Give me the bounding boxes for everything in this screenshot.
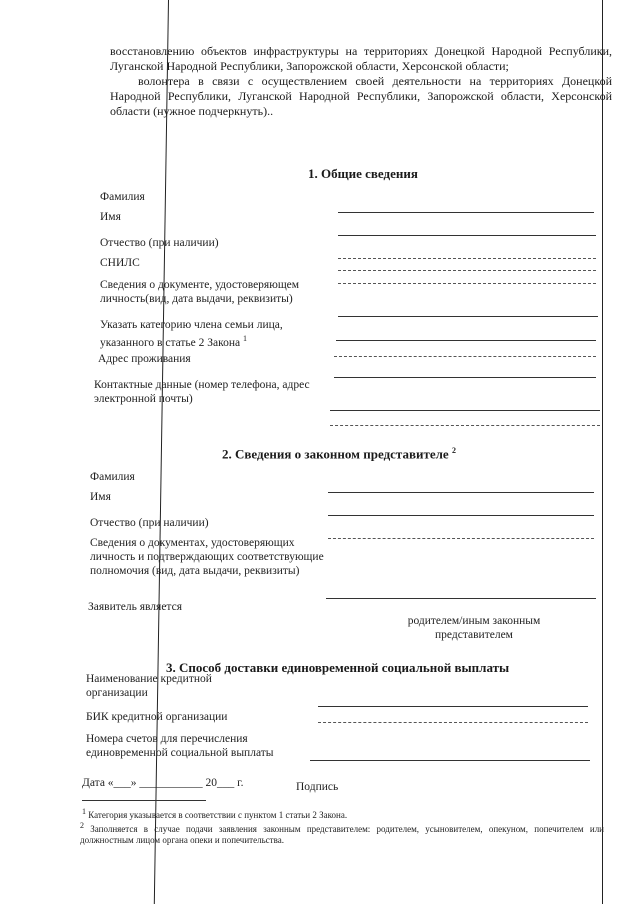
input-line-contacts-2[interactable] [330,410,600,411]
input-line-family-category[interactable] [336,340,596,341]
field-label-address: Адрес проживания [98,353,191,365]
bank-label-accounts: Номера счетов для перечисления единовременной социальной выплаты [86,733,274,759]
field-label-name: Имя [100,211,121,223]
footnote-2-mark: 2 [80,821,84,830]
input-line-patronymic[interactable] [338,258,596,259]
footnote-2 [80,820,604,846]
footnote-1-text: Категория указывается в соответствии с пунктом 1 статьи 2 Закона. [88,810,348,820]
rep-input-line-surname[interactable] [328,492,594,493]
signature-field: Подпись [296,781,339,793]
section-3-title: 3. Способ доставки единовременной социальной выплаты [166,660,510,675]
input-line-address[interactable] [334,356,596,357]
bank-label-name: Наименование кредитной организации [86,673,212,699]
intro-block [110,44,612,119]
bank-input-line-name[interactable] [318,706,588,707]
rep-input-line-documents-1[interactable] [328,538,594,539]
intro-paragraph-2: волонтера в связи с осуществлением своей деятельности на территориях Донецкой Народной Республики, Луганской Народной Республики, Запорожской области, Херсонской области (нужное подчеркнуть).. [110,74,612,118]
rep-label-patronymic: Отчество (при наличии) [90,517,209,529]
scan-line-left [154,0,169,904]
field-label-contacts: Контактные данные (номер телефона, адрес электронной почты) [94,379,310,405]
field-label-snils: СНИЛС [100,257,140,269]
field-label-id-document: Сведения о документе, удостоверяющем личность(вид, дата выдачи, реквизиты) [100,279,300,305]
rep-label-documents: Сведения о документах, удостоверяющих личность и подтверждающих соответствующие полномочия (вид, дата выдачи, реквизиты) [90,537,324,577]
rep-label-applicant-is: Заявитель является [88,601,182,613]
rep-label-surname: Фамилия [90,471,135,483]
date-field: Дата «___» ___________ 20___ г. [82,777,244,789]
footnote-2-text: Заполняется в случае подачи заявления законным представителем: родителем, усыновителем, опекуном, попечителем или должностным лицом органа опеки и попечительства. [80,824,604,845]
footnote-1-mark: 1 [82,807,86,816]
applicant-role-note: родителем/иным законным представителем [407,615,541,641]
section-2-title-text: 2. Сведения о законном представителе [222,446,449,462]
input-line-id-document-2[interactable] [338,316,598,317]
intro-paragraph-1: восстановлению объектов инфраструктуры на территориях Донецкой Народной Республики, Луганской Народной Республики, Запорожской области, Херсонской области; [110,44,612,73]
input-line-name[interactable] [338,235,596,236]
field-label-family-category-text: Указать категорию члена семьи лица, указанного в статье 2 Закона [100,319,283,349]
bank-input-line-accounts[interactable] [310,760,590,761]
input-line-surname[interactable] [338,212,594,213]
footnote-mark-1: 1 [243,334,248,343]
bank-label-bik: БИК кредитной организации [86,711,228,723]
rep-input-line-name[interactable] [328,515,594,516]
field-label-family-category [100,318,336,350]
field-label-patronymic: Отчество (при наличии) [100,237,219,249]
input-line-contacts-1[interactable] [334,377,596,378]
input-line-contacts-3[interactable] [330,425,600,426]
section-2-title [222,446,456,462]
input-line-snils[interactable] [338,270,596,271]
rep-label-name: Имя [90,491,111,503]
footnote-mark-2: 2 [451,446,456,455]
footnote-separator [82,800,206,801]
footnote-1 [82,806,602,821]
rep-input-line-documents-2[interactable] [326,598,596,599]
bank-input-line-bik[interactable] [318,722,588,723]
input-line-id-document-1[interactable] [338,283,596,284]
field-label-surname: Фамилия [100,191,145,203]
scan-line-right [602,0,603,904]
section-1-title: 1. Общие сведения [308,166,418,181]
